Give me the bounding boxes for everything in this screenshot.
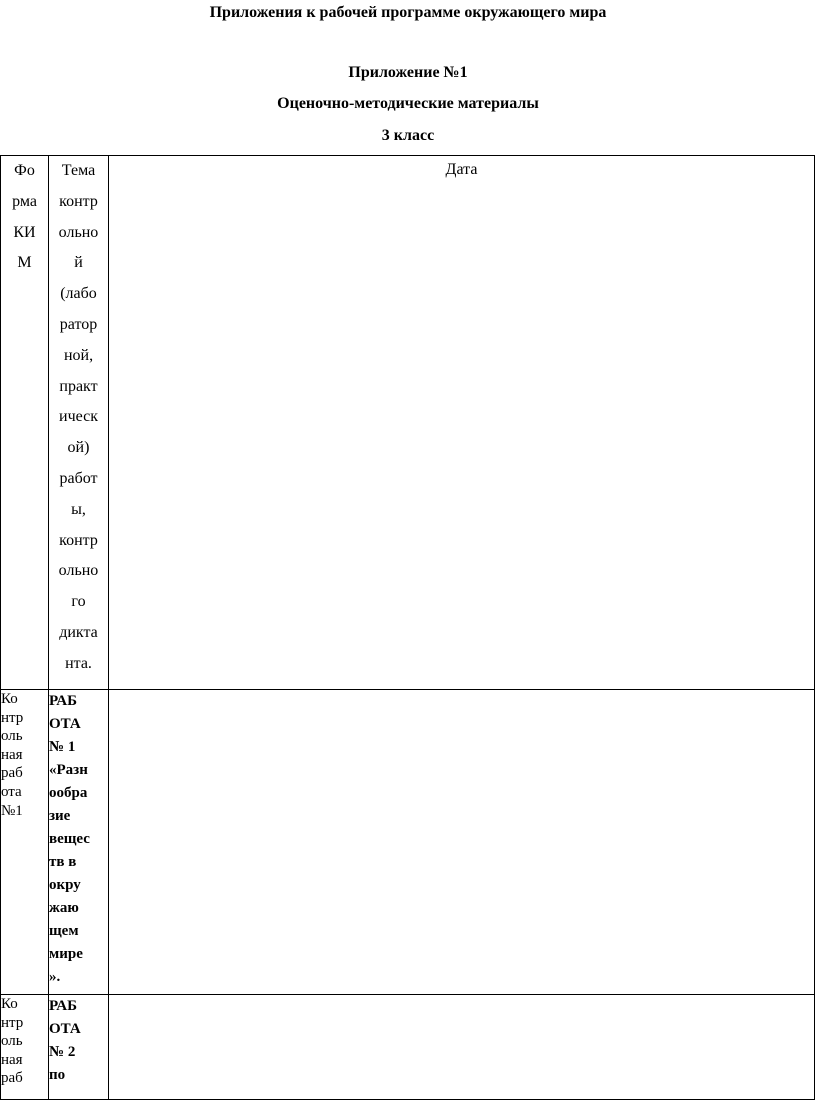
header-theme-cell: Тема контр ольно й (лабо ратор ной, практ ическ ой) работ ы, контр ольно го дикта нта.: [49, 156, 109, 690]
grade-label: 3 класс: [381, 127, 435, 144]
document-header: Приложения к рабочей программе окружающего мира: [209, 4, 607, 21]
appendix-title: Приложение №1: [348, 64, 468, 81]
header-form-cell: Фо рма КИ М: [1, 156, 49, 690]
row-date-cell[interactable]: [109, 995, 815, 1100]
row-theme-cell: РАБ ОТА № 2 по: [49, 995, 109, 1100]
table-header-row: [1, 156, 815, 690]
row-form-cell: Ко нтр оль ная раб ота №1: [1, 690, 49, 995]
table-row: [1, 690, 815, 995]
row-date-cell[interactable]: [109, 690, 815, 995]
row-form-cell: Ко нтр оль ная раб: [1, 995, 49, 1100]
header-date-cell: Дата: [109, 156, 815, 690]
table-row: [1, 995, 815, 1100]
kim-table: [0, 155, 815, 1100]
appendix-subtitle: Оценочно-методические материалы: [277, 95, 539, 112]
row-theme-cell: РАБ ОТА № 1 «Разн ообра зие вещес тв в окру жаю щем мире ».: [49, 690, 109, 995]
